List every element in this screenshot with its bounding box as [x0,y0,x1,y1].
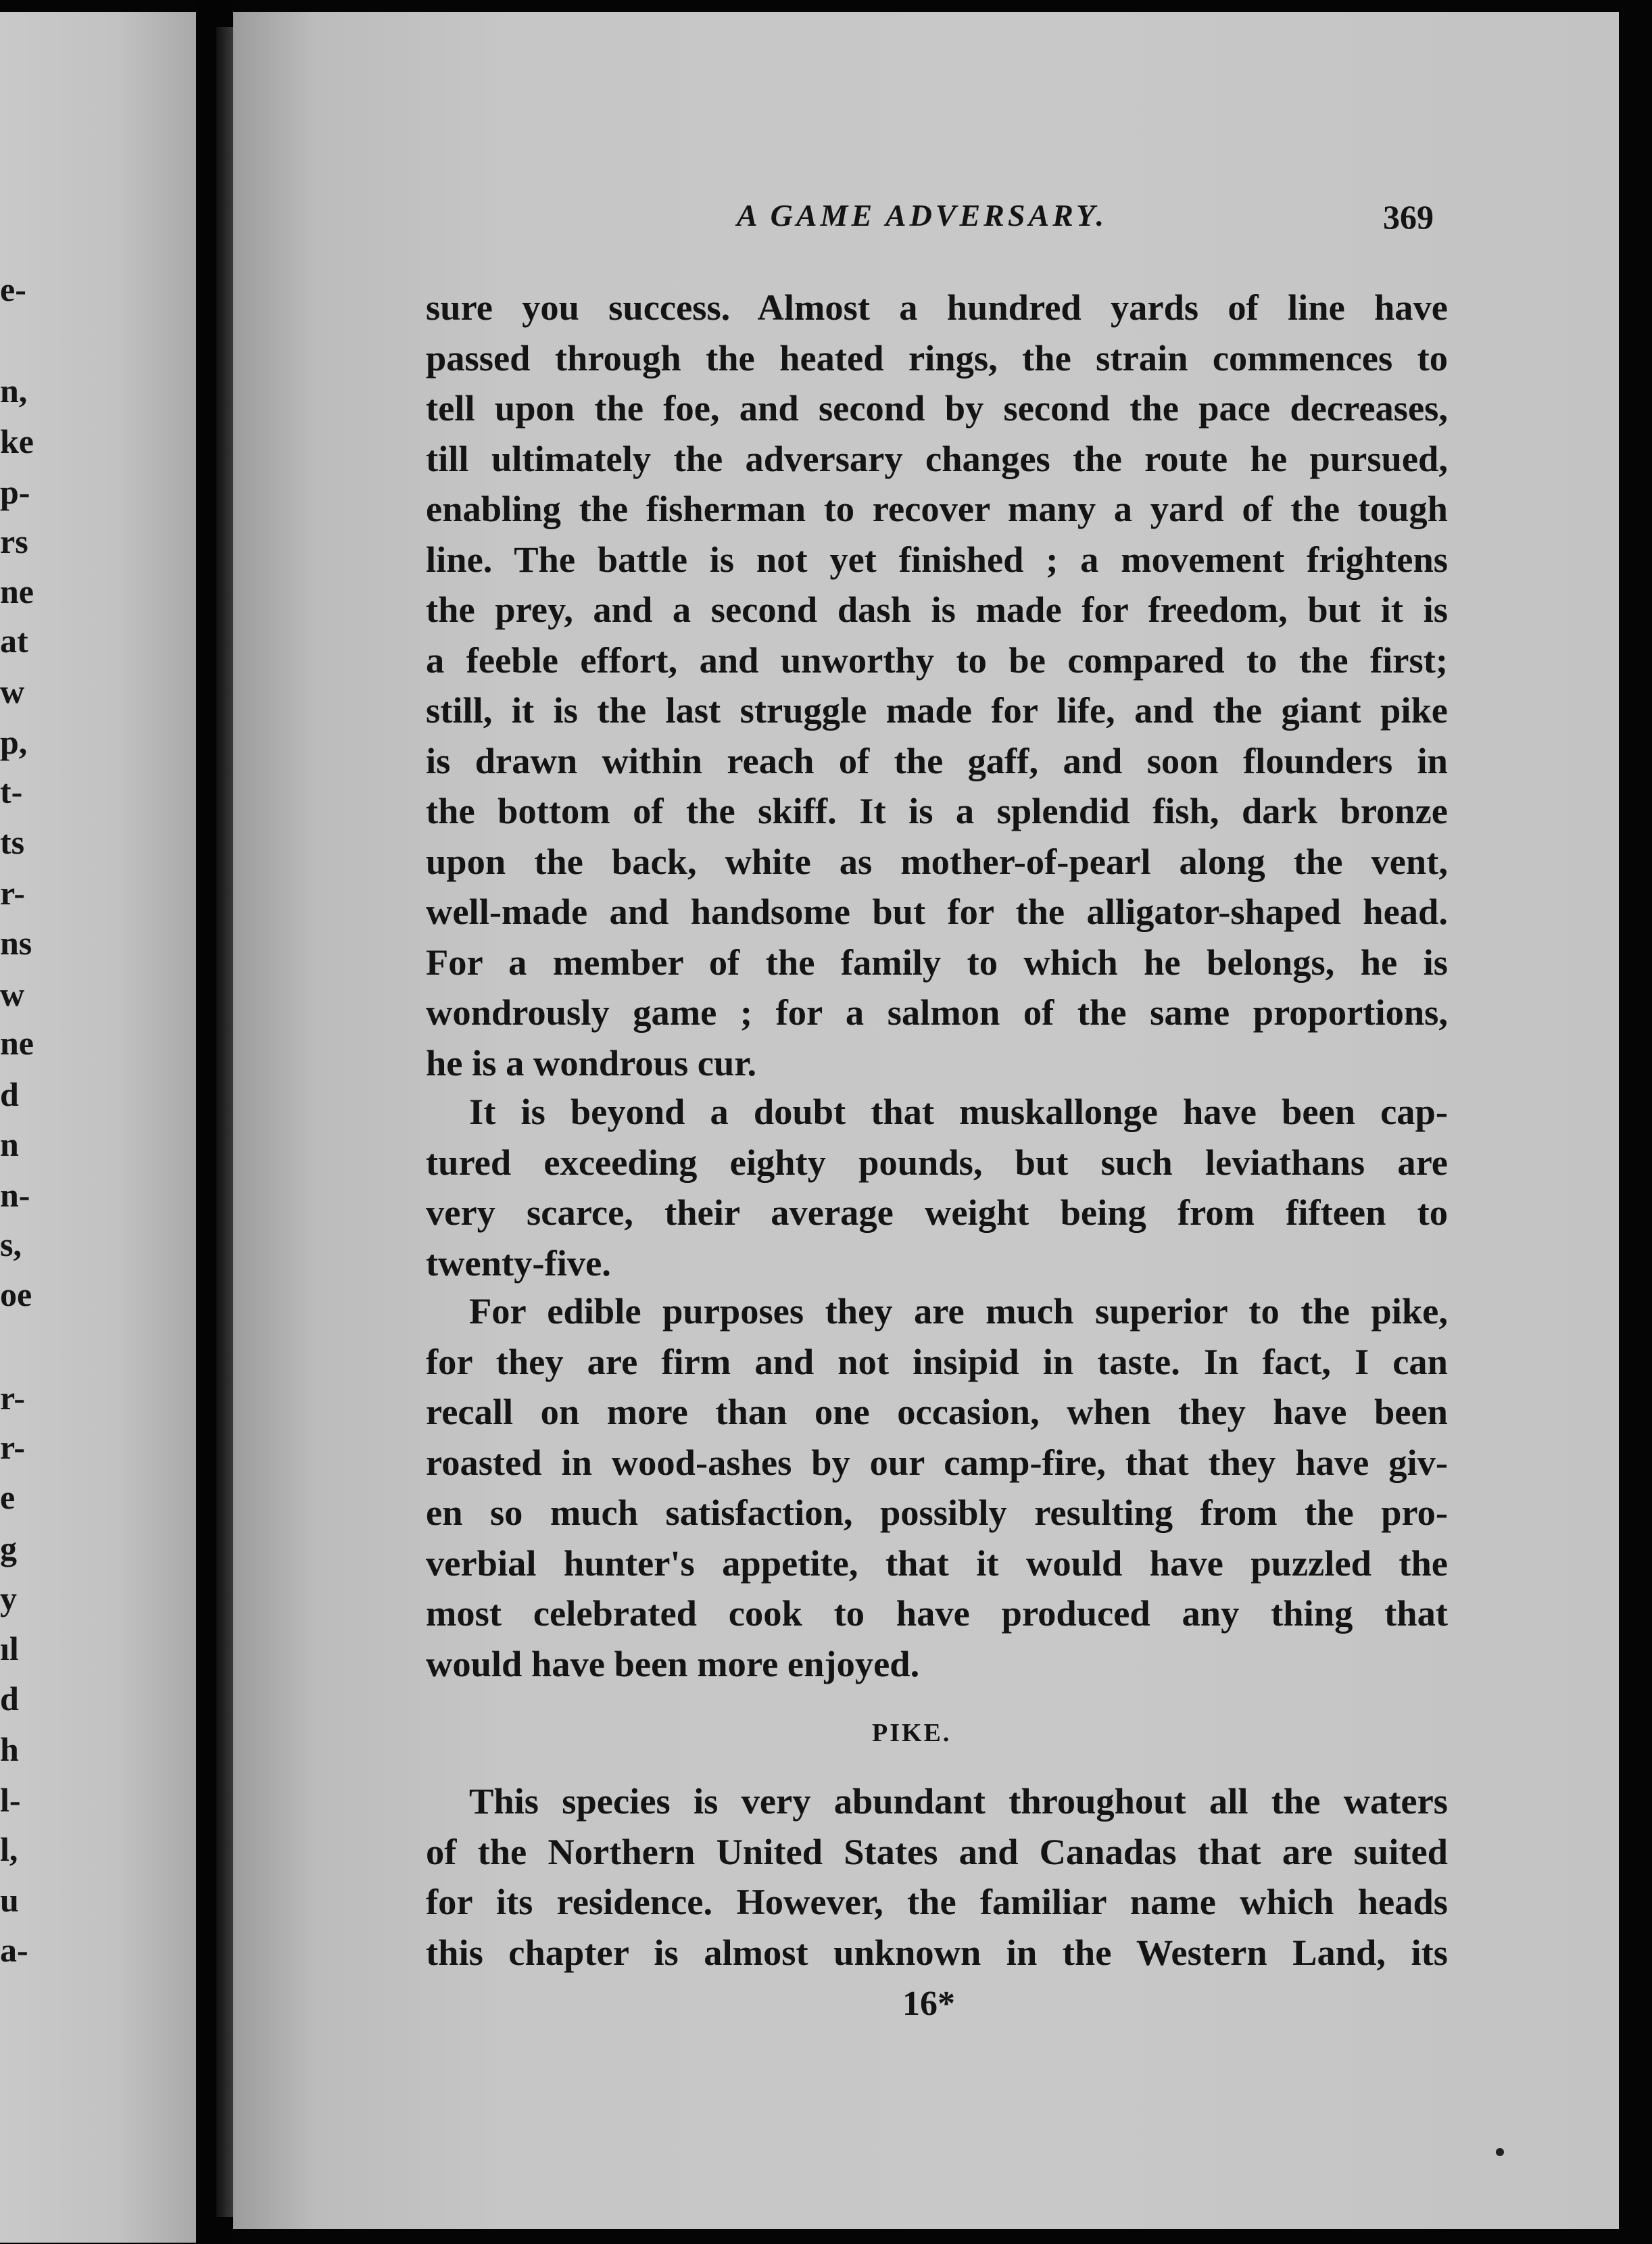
text-line: wondrously game ; for a salmon of the same proportions, [426,992,1448,1033]
paragraph-continuation [426,283,1448,1088]
text-line: roasted in wood-ashes by our camp-fire, that they have giv- [426,1441,1448,1483]
left-fragment: at [0,622,28,660]
text-line: verbial hunter's appetite, that it would have puzzled the [426,1542,1448,1584]
left-fragment: a- [0,1931,28,1969]
left-fragment: y [0,1580,17,1617]
text-line: still, it is the last struggle made for life, and the giant pike [426,689,1448,731]
left-fragment: p, [0,723,28,761]
text-line: for they are firm and not insipid in taste. In fact, I can [426,1340,1448,1382]
left-fragment: s, [0,1225,22,1263]
text-line: well-made and handsome but for the alligator-shaped head. [426,891,1448,932]
left-fragment: d [0,1680,19,1717]
text-line: For edible purposes they are much superior to the pike, [469,1290,1448,1332]
text-line: would have been more enjoyed. [426,1642,920,1684]
text-line: For a member of the family to which he belongs, he is [426,941,1448,983]
left-fragment: u [0,1881,19,1919]
text-line: enabling the fisherman to recover many a yard of the tough [426,488,1448,529]
text-line: passed through the heated rings, the strain commences to [426,337,1448,379]
left-fragment: ns [0,924,32,962]
page-edge-shadow [1619,0,1652,2244]
text-line: recall on more than one occasion, when they have been [426,1391,1448,1432]
left-fragment: t- [0,773,23,810]
left-fragment: n [0,1125,19,1163]
text-line: most celebrated cook to have produced any thing that [426,1592,1448,1634]
text-line: till ultimately the adversary changes the route he pursued, [426,437,1448,479]
left-fragment: n- [0,1176,30,1214]
text-line: the bottom of the skiff. It is a splendid fish, dark bronze [426,790,1448,831]
text-line: is drawn within reach of the gaff, and soon flounders in [426,739,1448,781]
text-line: sure you success. Almost a hundred yards of line have [426,287,1448,328]
left-fragment: r- [0,1379,25,1417]
paragraph [426,1286,1448,1689]
text-line: very scarce, their average weight being from fifteen to [426,1192,1448,1233]
gutter-shadow [216,27,233,2217]
signature-mark: 16* [902,1984,955,2023]
left-fragment: g [0,1530,17,1567]
ink-speck [1496,2148,1504,2156]
text-line: a feeble effort, and unworthy to be compared to the first; [426,639,1448,681]
text-line: this chapter is almost unknown in the Western Land, its [426,1931,1448,1973]
text-line: tured exceeding eighty pounds, but such leviathans are [426,1141,1448,1183]
left-fragment: h [0,1730,19,1768]
left-fragment: rs [0,522,28,560]
text-line: twenty-five. [426,1242,611,1284]
left-fragment: r- [0,1428,25,1466]
book-gutter [196,0,233,2244]
text-line: tell upon the foe, and second by second the pace decreases, [426,387,1448,429]
text-line: It is beyond a doubt that muskallonge have been cap- [469,1091,1448,1132]
text-line: This species is very abundant throughout all the waters [469,1780,1448,1822]
left-fragment: l- [0,1781,21,1819]
left-fragment: d [0,1075,19,1113]
left-fragment: ne [0,572,34,610]
text-line: line. The battle is not yet finished ; a movement frightens [426,538,1448,580]
left-fragment: e [0,1478,16,1516]
left-fragment: w [0,975,25,1013]
text-line: of the Northern United States and Canadas that are suited [426,1830,1448,1872]
left-fragment: ke [0,422,34,460]
text-line: the prey, and a second dash is made for freedom, but it is [426,589,1448,630]
running-title: A GAME ADVERSARY. [737,198,1108,233]
left-fragment: ts [0,823,25,861]
left-fragment: oe [0,1275,32,1313]
left-fragment: r- [0,874,25,912]
left-fragment: w [0,673,25,710]
left-fragment: p- [0,473,30,511]
text-line: for its residence. However, the familiar name which heads [426,1881,1448,1922]
text-line: en so much satisfaction, possibly resulting from the pro- [426,1492,1448,1533]
text-line: he is a wondrous cur. [426,1042,757,1083]
left-fragment: e- [0,270,26,308]
paragraph [426,1776,1448,1978]
left-fragment: ne [0,1024,34,1062]
page-number: 369 [1383,198,1434,236]
text-line: upon the back, white as mother-of-pearl along the vent, [426,840,1448,882]
left-fragment: ıl [0,1630,19,1667]
left-fragment: n, [0,372,28,410]
paragraph [426,1087,1448,1288]
previous-page-fragment [0,12,196,2243]
section-heading: PIKE. [872,1719,952,1747]
left-fragment: l, [0,1830,18,1868]
